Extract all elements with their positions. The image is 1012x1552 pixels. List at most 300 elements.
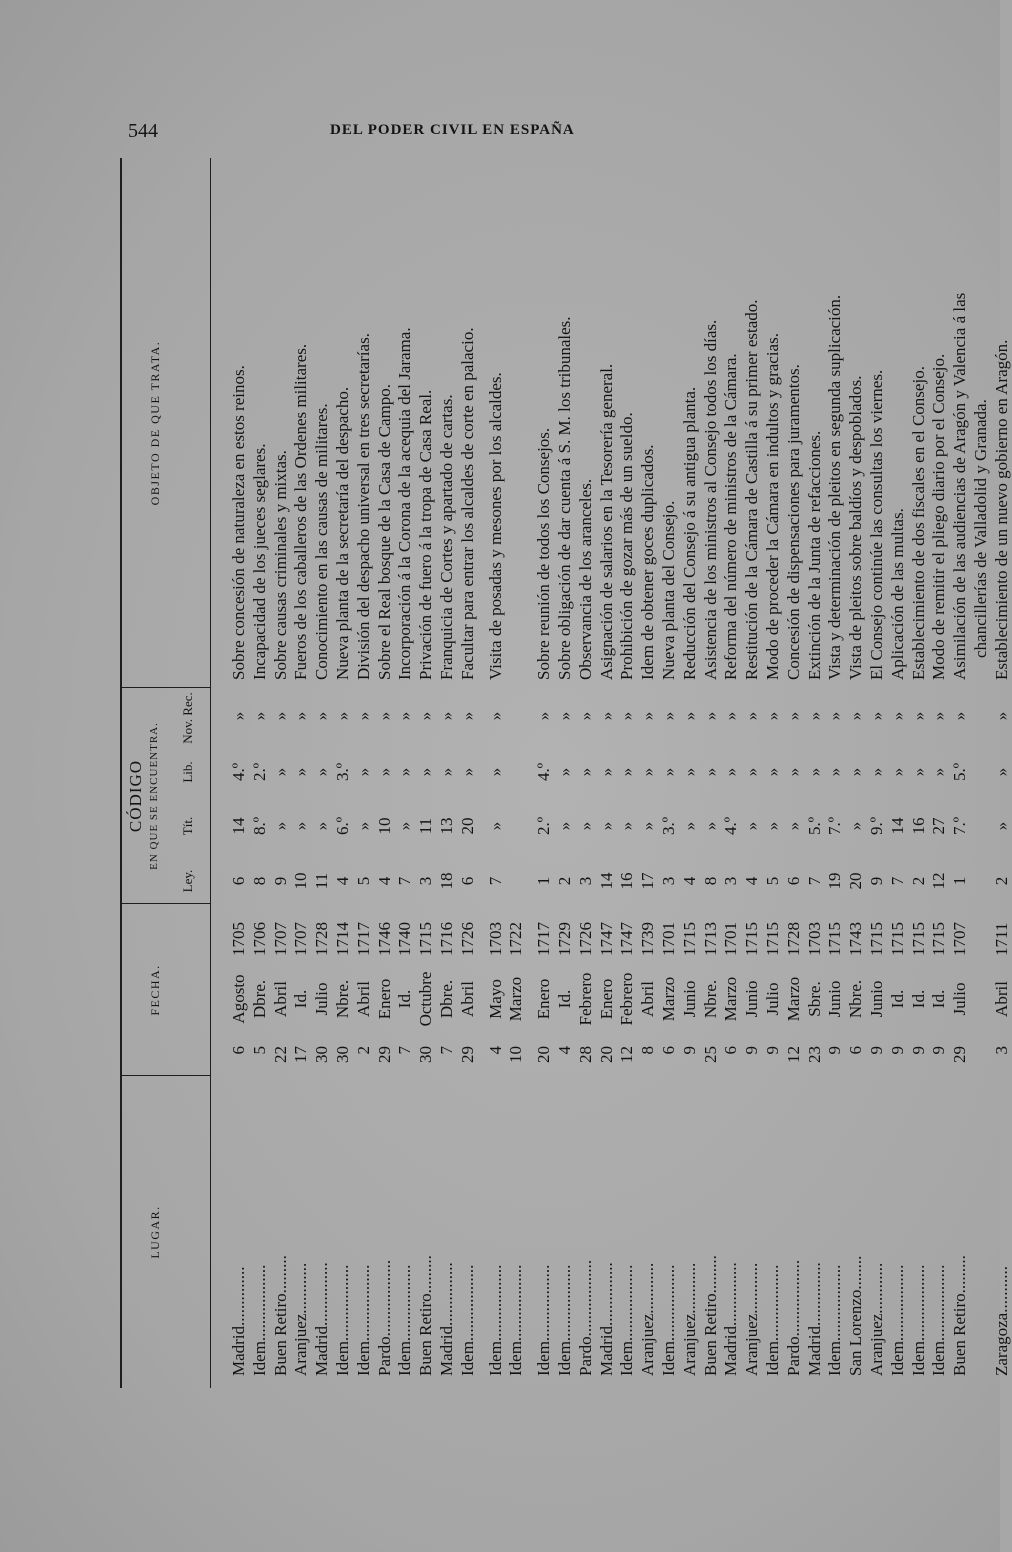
cell-ley: 19	[825, 872, 845, 890]
cell-ley: 3	[416, 876, 436, 886]
cell-mes: Abril	[457, 981, 477, 1017]
cell-ley: 4	[742, 876, 762, 886]
cell-nov: »	[291, 711, 311, 721]
cell-mes: Julio	[763, 982, 782, 1016]
cell-objeto: Establecimiento de un nuevo gobierno en Aragón.	[991, 339, 1011, 680]
cell-lugar: Pardo..................	[374, 1259, 394, 1376]
table-row	[270, 158, 291, 1388]
cell-mes: Abril	[353, 981, 373, 1017]
cell-mes: Junio	[825, 980, 845, 1018]
cell-mes: Sbre.	[804, 981, 824, 1017]
cell-lib: »	[312, 767, 332, 777]
table-top-rule	[120, 158, 122, 1388]
cell-dia: 3	[991, 1046, 1011, 1055]
cell-tit: »	[846, 821, 866, 831]
table-row	[353, 158, 374, 1388]
cell-lugar: Idem..................	[908, 1264, 928, 1376]
cell-tit: 4.º	[721, 816, 741, 836]
cell-tit: »	[312, 821, 332, 831]
cell-mes: Febrero	[617, 972, 637, 1026]
cell-dia: 30	[312, 1046, 332, 1063]
cell-lib: »	[437, 767, 456, 777]
cell-mes: Junio	[867, 980, 886, 1018]
cell-lugar: Pardo..................	[783, 1259, 803, 1376]
cell-tit: 14	[229, 817, 248, 835]
cell-dia: 9	[929, 1046, 949, 1055]
table-row	[436, 158, 457, 1388]
table-row	[415, 158, 436, 1388]
cell-tit: 27	[929, 817, 949, 835]
cell-anio: 1746	[374, 922, 394, 956]
cell-objeto: Privación de fuero á la tropa de Casa Real.	[416, 389, 436, 680]
cell-ley: 6	[229, 876, 248, 886]
cell-lugar: Madrid...............	[312, 1262, 332, 1376]
cell-mes: Marzo	[659, 976, 678, 1022]
subheader-ley: Ley.	[180, 869, 195, 893]
cell-ley: 5	[763, 876, 782, 886]
table-row	[332, 158, 353, 1388]
cell-mes: Abril	[638, 981, 658, 1017]
cell-anio: 1715	[742, 922, 762, 956]
cell-lib: »	[353, 767, 373, 777]
cell-objeto: El Consejo continúe las consultas los viernes.	[867, 369, 886, 680]
table-row	[637, 158, 658, 1388]
cell-tit: 7.º	[950, 816, 970, 836]
cell-dia: 20	[534, 1046, 554, 1063]
cell-mes: Octubre	[416, 971, 436, 1027]
cell-dia: 22	[270, 1046, 290, 1063]
cell-nov: »	[555, 711, 574, 721]
cell-dia: 9	[742, 1046, 762, 1055]
cell-ley: 1	[534, 876, 554, 886]
cell-lib: »	[638, 767, 658, 777]
cell-lugar: Idem..................	[763, 1264, 782, 1376]
cell-lugar: Aranjuez............	[291, 1262, 311, 1376]
cell-nov: »	[229, 711, 248, 721]
cell-anio: 1713	[700, 922, 720, 956]
cell-mes: Marzo	[506, 976, 526, 1022]
cell-ley: 3	[721, 876, 741, 886]
cell-nov: »	[270, 711, 290, 721]
cell-anio: 1728	[312, 922, 332, 956]
cell-objeto: Conocimiento en las causas de militares.	[312, 403, 332, 680]
cell-objeto: Franquicia de Cortes y apartado de cartas.	[437, 394, 456, 680]
cell-lib: »	[742, 767, 762, 777]
cell-lib: »	[846, 767, 866, 777]
cell-lib: »	[867, 767, 886, 777]
cell-anio: 1714	[333, 922, 352, 956]
cell-lib: »	[679, 767, 699, 777]
cell-anio: 1701	[721, 922, 741, 956]
cell-mes: Dbre.	[249, 979, 269, 1019]
cell-ley: 8	[700, 876, 720, 886]
cell-lugar: Madrid...............	[596, 1262, 616, 1376]
cell-nov: »	[846, 711, 866, 721]
cell-dia: 9	[908, 1046, 928, 1055]
cell-tit: »	[783, 821, 803, 831]
cell-anio: 1726	[575, 922, 595, 956]
cell-lib: »	[555, 767, 574, 777]
cell-tit: 13	[437, 817, 456, 835]
cell-anio: 1740	[395, 922, 415, 956]
cell-nov: »	[950, 711, 970, 721]
cell-tit: »	[485, 821, 505, 831]
cell-ley: 9	[270, 876, 290, 886]
cell-anio: 1739	[638, 922, 658, 956]
cell-lugar: Idem..................	[929, 1264, 949, 1376]
cell-nov: »	[617, 711, 637, 721]
cell-objeto: Aplicación de las multas.	[887, 508, 907, 680]
cell-ley: 4	[333, 876, 352, 886]
cell-lugar: Idem..................	[659, 1264, 678, 1376]
cell-objeto: Restitución de la Cámara de Castilla á su primer estado.	[742, 299, 762, 680]
cell-lugar: Buen Retiro.........	[416, 1255, 436, 1376]
cell-nov: »	[534, 711, 554, 721]
cell-anio: 1703	[485, 922, 505, 956]
table-row	[228, 158, 249, 1388]
cell-nov: »	[659, 711, 678, 721]
cell-anio: 1715	[887, 922, 907, 956]
cell-objeto: Fueros de los caballeros de las Ordenes militares.	[291, 343, 311, 680]
cell-objeto: Sobre causas criminales y mixtas.	[270, 450, 290, 680]
cell-dia: 25	[700, 1046, 720, 1063]
cell-ley: 2	[908, 876, 928, 886]
table-row	[824, 158, 845, 1388]
cell-nov: »	[333, 711, 352, 721]
rotated-table	[118, 158, 1011, 1388]
cell-tit: 6.º	[333, 816, 352, 836]
cell-tit: »	[395, 821, 415, 831]
cell-lib: »	[416, 767, 436, 777]
cell-anio: 1747	[617, 922, 637, 956]
cell-ley: 7	[395, 876, 415, 886]
cell-tit: »	[638, 821, 658, 831]
cell-nov: »	[416, 711, 436, 721]
cell-objeto: Sobre el Real bosque de la Casa de Campo.	[374, 383, 394, 680]
cell-ley: 16	[617, 872, 637, 890]
cell-nov: »	[908, 711, 928, 721]
cell-tit: »	[291, 821, 311, 831]
cell-objeto: Extinción de la Junta de refacciones.	[804, 430, 824, 680]
cell-nov: »	[457, 711, 477, 721]
cell-mes: Marzo	[721, 976, 741, 1022]
cell-dia: 10	[506, 1046, 526, 1063]
cell-mes: Julio	[950, 982, 970, 1016]
cell-lib: »	[721, 767, 741, 777]
cell-ley: 14	[596, 872, 616, 890]
cell-dia: 7	[395, 1046, 415, 1055]
table-row	[928, 158, 949, 1388]
cell-lugar: Madrid..............	[229, 1266, 248, 1376]
cell-nov: »	[763, 711, 782, 721]
cell-tit: »	[700, 821, 720, 831]
col-header-fecha: FECHA.	[148, 964, 162, 1016]
table-row	[991, 158, 1012, 1388]
cell-anio: 1717	[353, 922, 373, 956]
cell-lugar: Madrid...............	[804, 1262, 824, 1376]
cell-objeto: Incapacidad de los jueces seglares.	[249, 443, 269, 680]
cell-dia: 30	[333, 1046, 352, 1063]
cell-lib: »	[659, 767, 678, 777]
cell-objeto: Asignación de salarios en la Tesorería general.	[596, 363, 616, 680]
table-row	[311, 158, 332, 1388]
cell-lugar: Idem..................	[395, 1264, 415, 1376]
cell-anio: 1707	[291, 922, 311, 956]
cell-mes: Id.	[929, 989, 949, 1009]
cell-tit: 5.º	[804, 816, 824, 836]
table-row	[762, 158, 783, 1388]
cell-lib: »	[783, 767, 803, 777]
cell-objeto: Reducción del Consejo á su antigua planta.	[679, 386, 699, 680]
cell-mes: Id.	[291, 989, 311, 1009]
cell-tit: 14	[887, 817, 907, 835]
cell-anio: 1728	[783, 922, 803, 956]
cell-mes: Nbre.	[700, 979, 720, 1019]
cell-mes: Agosto	[229, 974, 248, 1024]
running-title: DEL PODER CIVIL EN ESPAÑA	[330, 122, 575, 138]
cell-lib: »	[270, 767, 290, 777]
table-row	[866, 158, 887, 1388]
cell-objeto: División del despacho universal en tres secretarías.	[353, 333, 373, 680]
cell-nov: »	[742, 711, 762, 721]
cell-lugar: Idem..................	[249, 1264, 269, 1376]
cell-anio: 1729	[555, 922, 574, 956]
cell-ley: 11	[312, 872, 332, 890]
cell-tit: »	[575, 821, 595, 831]
cell-lib: 3.º	[333, 762, 352, 782]
cell-anio: 1715	[416, 922, 436, 956]
cell-lugar: Madrid...............	[437, 1262, 456, 1376]
cell-anio: 1717	[534, 922, 554, 956]
table-row	[804, 158, 825, 1388]
cell-dia: 12	[783, 1046, 803, 1063]
cell-nov: »	[374, 711, 394, 721]
header-divider-rule	[210, 158, 211, 1388]
cell-tit: »	[679, 821, 699, 831]
cell-mes: Id.	[908, 989, 928, 1009]
table-row	[700, 158, 721, 1388]
cell-dia: 23	[804, 1046, 824, 1063]
cell-lugar: Idem..................	[506, 1264, 526, 1376]
cell-nov: »	[395, 711, 415, 721]
table-row	[908, 158, 929, 1388]
cell-tit: 7.º	[825, 816, 845, 836]
cell-mes: Dbre.	[437, 979, 456, 1019]
cell-ley: 4	[374, 876, 394, 886]
cell-anio: 1706	[249, 922, 269, 956]
cell-anio: 1715	[679, 922, 699, 956]
cell-lugar: Aranjuez............	[742, 1262, 762, 1376]
cell-nov: »	[249, 711, 269, 721]
cell-nov: »	[929, 711, 949, 721]
cell-dia: 7	[437, 1046, 456, 1055]
table-row	[783, 158, 804, 1388]
cell-anio: 1715	[867, 922, 886, 956]
cell-mes: Enero	[534, 978, 554, 1020]
cell-nov: »	[721, 711, 741, 721]
col-header-objeto: OBJETO DE QUE TRATA.	[148, 340, 162, 506]
cell-anio: 1715	[763, 922, 782, 956]
cell-ley: 7	[887, 876, 907, 886]
cell-tit: 11	[416, 817, 436, 835]
cell-ley: 6	[457, 876, 477, 886]
cell-objeto: Prohibición de gozar más de un sueldo.	[617, 412, 637, 680]
cell-objeto: Nueva planta del Consejo.	[659, 500, 678, 680]
cell-ley: 3	[575, 876, 595, 886]
cell-mes: Marzo	[783, 976, 803, 1022]
cell-dia: 9	[825, 1046, 845, 1055]
table-row	[616, 158, 637, 1388]
cell-dia: 6	[659, 1046, 678, 1055]
cell-lugar: Idem..................	[534, 1264, 554, 1376]
cell-ley: 1	[950, 876, 970, 886]
header-col-divider	[122, 1075, 210, 1076]
cell-lugar: Idem..................	[457, 1264, 477, 1376]
table-row	[720, 158, 741, 1388]
cell-ley: 12	[929, 872, 949, 890]
cell-lugar: Aranjuez............	[638, 1262, 658, 1376]
cell-nov: »	[485, 711, 505, 721]
cell-lugar: Idem..................	[825, 1264, 845, 1376]
cell-dia: 9	[867, 1046, 886, 1055]
cell-dia: 2	[353, 1046, 373, 1055]
table-row	[374, 158, 395, 1388]
cell-ley: 20	[846, 872, 866, 890]
cell-dia: 6	[721, 1046, 741, 1055]
cell-objeto: Asimilación de las audiencias de Aragón y Valencia á las	[950, 292, 970, 680]
cell-ley: 9	[867, 876, 886, 886]
cell-tit: »	[991, 821, 1011, 831]
cell-lib: »	[374, 767, 394, 777]
cell-anio: 1715	[908, 922, 928, 956]
cell-nov: »	[867, 711, 886, 721]
cell-mes: Julio	[312, 982, 332, 1016]
cell-lib: 5.º	[950, 762, 970, 782]
cell-ley: 6	[783, 876, 803, 886]
cell-tit: 8.º	[249, 816, 269, 836]
cell-objeto: Visita de posadas y mesones por los alcaldes.	[485, 372, 505, 680]
cell-tit: »	[742, 821, 762, 831]
cell-tit: 10	[374, 817, 394, 835]
cell-tit: 20	[457, 817, 477, 835]
cell-lib: »	[929, 767, 949, 777]
cell-lugar: Buen Retiro.........	[700, 1255, 720, 1376]
cell-nov: »	[700, 711, 720, 721]
cell-dia: 17	[291, 1046, 311, 1063]
cell-objeto: Reforma del número de ministros de la Cámara.	[721, 353, 741, 680]
cell-objeto: Sobre concesión de naturaleza en estos reinos.	[229, 365, 248, 680]
cell-lib: »	[575, 767, 595, 777]
cell-tit: »	[353, 821, 373, 831]
cell-tit: »	[270, 821, 290, 831]
table-row	[845, 158, 866, 1388]
cell-lib: 4.º	[534, 762, 554, 782]
cell-mes: Junio	[679, 980, 699, 1018]
cell-lugar: Idem..................	[617, 1264, 637, 1376]
cell-ley: 7	[485, 876, 505, 886]
table-row	[394, 158, 415, 1388]
cell-ley: 18	[437, 872, 456, 890]
cell-objeto: Vista de pleitos sobre baldíos y despoblados.	[846, 375, 866, 680]
cell-nov: »	[887, 711, 907, 721]
cell-objeto: Incorporación á la Corona de la acequia del Jarama.	[395, 327, 415, 680]
cell-ley: 5	[353, 876, 373, 886]
cell-lugar: Aranjuez............	[867, 1262, 886, 1376]
cell-ley: 2	[991, 876, 1011, 886]
cell-anio: 1707	[270, 922, 290, 956]
cell-dia: 29	[457, 1046, 477, 1063]
cell-anio: 1701	[659, 922, 678, 956]
col-header-lugar: LUGAR.	[148, 1205, 162, 1259]
cell-lib: »	[763, 767, 782, 777]
cell-nov: »	[437, 711, 456, 721]
cell-nov: »	[312, 711, 332, 721]
cell-nov: »	[679, 711, 699, 721]
table-row	[741, 158, 762, 1388]
cell-dia: 9	[763, 1046, 782, 1055]
cell-objeto: Modo de proceder la Cámara en indultos y gracias.	[763, 333, 782, 680]
table-row	[596, 158, 617, 1388]
table-row	[658, 158, 679, 1388]
cell-tit: 16	[908, 817, 928, 835]
cell-objeto: Observancia de los aranceles.	[575, 478, 595, 680]
table-row	[554, 158, 575, 1388]
cell-ley: 7	[804, 876, 824, 886]
cell-dia: 4	[485, 1046, 505, 1055]
cell-ley: 3	[659, 876, 678, 886]
cell-lugar: Buen Retiro.........	[950, 1255, 970, 1376]
cell-anio: 1747	[596, 922, 616, 956]
cell-anio: 1705	[229, 922, 248, 956]
cell-dia: 29	[374, 1046, 394, 1063]
cell-lib: »	[617, 767, 637, 777]
cell-dia: 12	[617, 1046, 637, 1063]
cell-anio: 1715	[929, 922, 949, 956]
cell-mes: Febrero	[575, 972, 595, 1026]
cell-lib: »	[457, 767, 477, 777]
cell-nov: »	[353, 711, 373, 721]
cell-lib: 2.º	[249, 762, 269, 782]
table-row	[679, 158, 700, 1388]
cell-mes: Abril	[270, 981, 290, 1017]
cell-objeto: Nueva planta de la secretaría del despacho.	[333, 386, 352, 680]
cell-objeto: Modo de remitir el pliego diario por el Consejo.	[929, 353, 949, 680]
cell-ley: 10	[291, 872, 311, 890]
cell-mes: Nbre.	[333, 979, 352, 1019]
cell-anio: 1722	[506, 922, 526, 956]
cell-nov: »	[596, 711, 616, 721]
cell-anio: 1715	[825, 922, 845, 956]
page-number: 544	[128, 120, 158, 142]
cell-mes: Junio	[742, 980, 762, 1018]
cell-objeto: Establecimiento de dos fiscales en el Consejo.	[908, 366, 928, 680]
cell-lugar: Zaragoza...........	[991, 1266, 1011, 1376]
cell-lugar: Idem..................	[353, 1264, 373, 1376]
table-row	[533, 158, 554, 1388]
cell-lib: »	[395, 767, 415, 777]
cell-anio: 1716	[437, 922, 456, 956]
cell-lugar: Madrid...............	[721, 1262, 741, 1376]
cell-nov: »	[638, 711, 658, 721]
cell-mes: Nbre.	[846, 979, 866, 1019]
cell-tit: »	[596, 821, 616, 831]
cell-tit: 3.º	[659, 816, 678, 836]
table-row	[887, 158, 908, 1388]
cell-anio: 1743	[846, 922, 866, 956]
cell-nov: »	[991, 711, 1011, 721]
cell-mes: Abril	[991, 981, 1011, 1017]
cell-dia: 6	[229, 1046, 248, 1055]
